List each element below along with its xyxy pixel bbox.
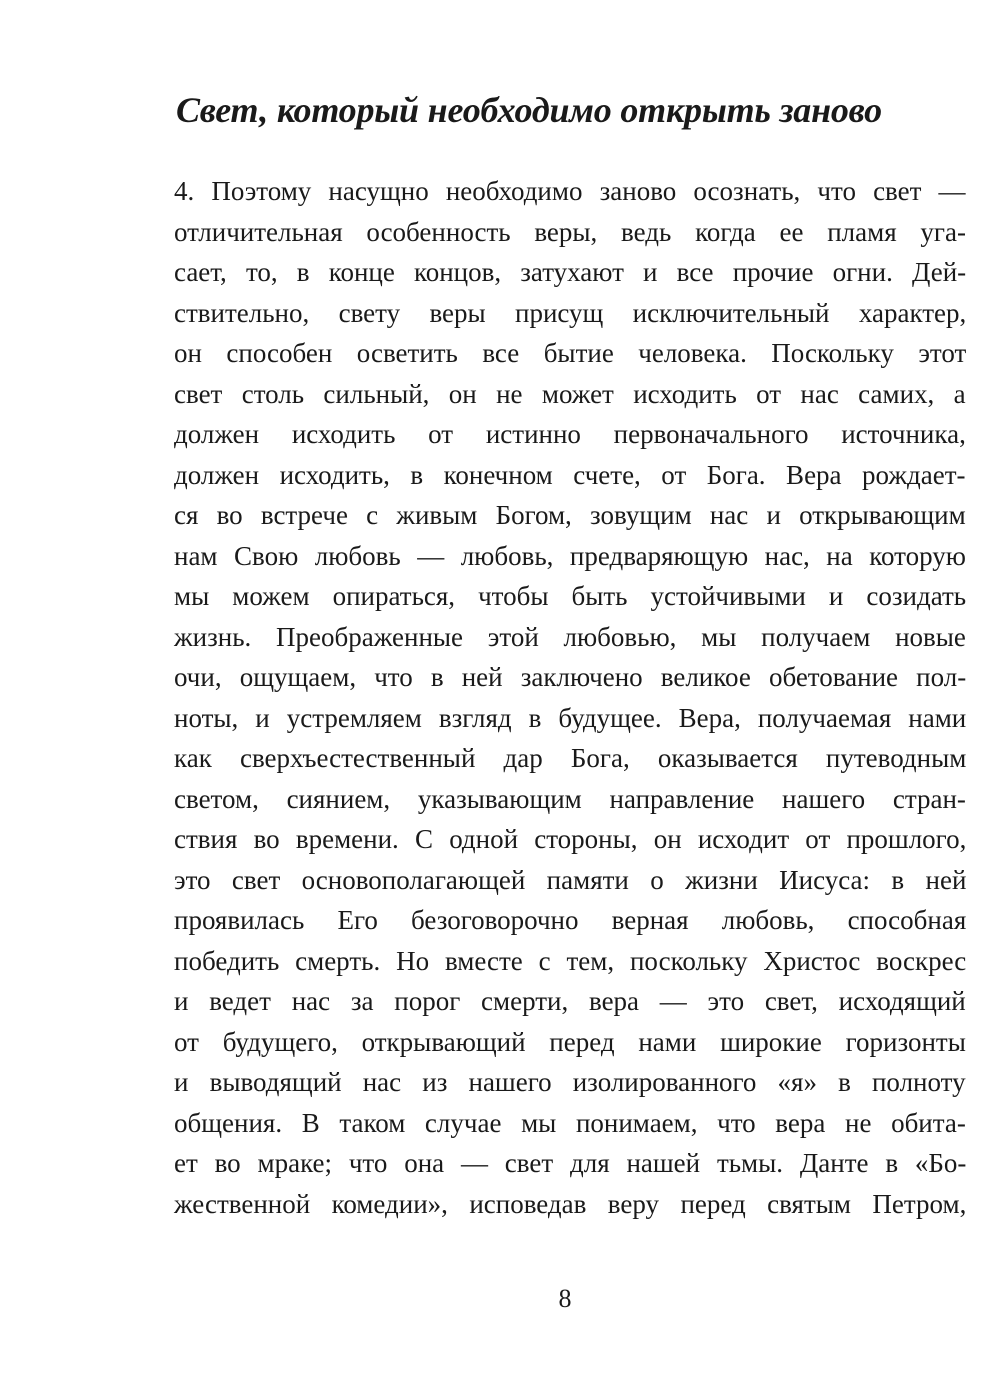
text-line: как сверхъестественный дар Бога, оказывается путеводным — [174, 743, 967, 773]
text-line: от будущего, открывающий перед нами широкие горизонты — [174, 1026, 966, 1057]
text-line: победить смерть. Но вместе с тем, поскольку Христос воскрес — [174, 945, 967, 976]
text-line: отличительная особенность веры, ведь когда ее пламя уга- — [174, 216, 966, 247]
text-line: он способен осветить все бытие человека. Поскольку этот — [174, 338, 967, 368]
text-line: это свет основополагающей памяти о жизни Иисуса: в ней — [174, 864, 967, 895]
text-line: должен исходить от истинно первоначального источника, — [174, 419, 966, 449]
text-line: и выводящий нас из нашего изолированного «я» в полноту — [174, 1067, 966, 1097]
text-line: жественной комедии», исповедав веру перед святым Петром, — [174, 1188, 967, 1219]
text-line: сает, то, в конце концов, затухают и все прочие огни. Дей- — [174, 257, 967, 287]
text-line: общения. В таком случае мы понимаем, что вера не обита- — [174, 1107, 966, 1138]
text-line: ноты, и устремляем взгляд в будущее. Вера, получаемая нами — [174, 702, 967, 733]
section-heading: Свет, который необходимо открыть заново — [176, 90, 882, 130]
text-line: должен исходить, в конечном счете, от Бога. Вера рождает- — [174, 459, 966, 490]
text-line: нам Свою любовь — любовь, предваряющую нас, на которую — [174, 540, 966, 571]
text-line: и ведет нас за порог смерти, вера — это свет, исходящий — [174, 986, 966, 1016]
text-line: ствия во времени. С одной стороны, он исходит от прошлого, — [174, 824, 967, 854]
paragraph — [174, 171, 966, 1224]
text-line: мы можем опираться, чтобы быть устойчивыми и созидать — [174, 581, 967, 611]
text-line: свет столь сильный, он не может исходить от нас самих, а — [174, 378, 966, 409]
text-line: проявилась Его безоговорочно верная любовь, способная — [174, 905, 967, 935]
text-line: ствительно, свету веры присущ исключительный характер, — [174, 297, 967, 328]
text-line: светом, сиянием, указывающим направление нашего стран- — [174, 783, 966, 814]
text-line: ет во мраке; что она — свет для нашей тьмы. Данте в «Бо- — [174, 1148, 967, 1178]
text-line: 4. Поэтому насущно необходимо заново осознать, что свет — — [174, 176, 966, 206]
text-line: ся во встрече с живым Богом, зовущим нас и открывающим — [174, 500, 966, 530]
text-line: жизнь. Преображенные этой любовью, мы получаем новые — [174, 621, 966, 652]
page-number: 8 — [558, 1284, 572, 1313]
text-line: очи, ощущаем, что в ней заключено великое обетование пол- — [174, 662, 967, 692]
